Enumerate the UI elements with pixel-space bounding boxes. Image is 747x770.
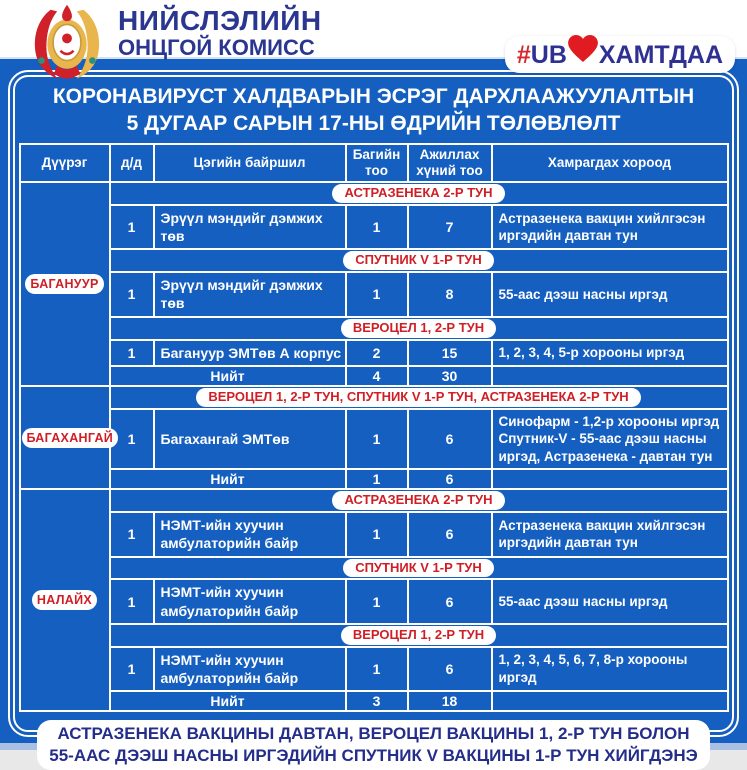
district-badge: НАЛАЙХ xyxy=(32,590,97,610)
vaccine-label: ВЕРОЦЕЛ 1, 2-Р ТУН xyxy=(341,319,496,338)
location-cell: НЭМТ-ийн хуучин амбулаторийн байр xyxy=(154,579,346,623)
district-cell xyxy=(20,386,114,490)
location-cell: Багануур ЭМТөв А корпус xyxy=(154,340,346,366)
total-label: Нийт xyxy=(110,366,346,386)
total-label: Нийт xyxy=(110,691,346,711)
staff-cell: 15 xyxy=(408,340,492,366)
district-cell xyxy=(20,489,110,711)
table-row xyxy=(20,340,728,366)
district-badge: БАГАХАНГАЙ xyxy=(22,428,119,448)
col-header-number: д/д xyxy=(110,144,154,182)
page-title-line2: 5 ДУГААР САРЫН 17-НЫ ӨДРИЙН ТӨЛӨВЛӨЛТ xyxy=(126,111,621,135)
empty-cell xyxy=(492,691,728,711)
main-panel xyxy=(8,70,739,766)
hashtag-suffix: ХАМТДАА xyxy=(598,41,723,69)
staff-cell: 7 xyxy=(408,205,492,249)
page-title xyxy=(29,84,717,138)
staff-cell: 6 xyxy=(408,579,492,623)
row-number: 1 xyxy=(110,340,154,366)
vaccine-label: АСТРАЗЕНЕКА 2-Р ТУН xyxy=(332,491,504,510)
col-header-teams: Багийн тоо xyxy=(346,144,408,182)
vaccine-header-cell xyxy=(110,386,728,409)
col-header-location: Цэгийн байршил xyxy=(154,144,346,182)
district-badge: БАГАНУУР xyxy=(25,274,103,294)
staff-cell: 6 xyxy=(408,512,492,556)
col-header-staff: Ажиллах хүний тоо xyxy=(408,144,492,182)
total-label: Нийт xyxy=(110,469,346,489)
total-teams: 3 xyxy=(346,691,408,711)
footer-note-line1: АСТРАЗЕНЕКА ВАКЦИНЫ ДАВТАН, ВЕРОЦЕЛ ВАКЦИНЫ 1, 2-Р ТУН БОЛОН xyxy=(57,724,690,744)
city-emblem-logo xyxy=(26,3,108,87)
vaccine-header-row xyxy=(20,182,728,205)
total-staff: 6 xyxy=(408,469,492,489)
total-row xyxy=(20,469,728,489)
vaccine-label: СПУТНИК V 1-Р ТУН xyxy=(343,559,494,578)
table-row xyxy=(20,512,728,556)
table-row xyxy=(20,647,728,691)
hashtag-badge xyxy=(505,36,735,73)
row-number: 1 xyxy=(110,272,154,316)
vaccination-schedule-table xyxy=(19,143,729,712)
staff-cell: 8 xyxy=(408,272,492,316)
table-header-row xyxy=(20,144,728,182)
khoroos-cell: 1, 2, 3, 4, 5-р хорооны иргэд xyxy=(492,340,728,366)
row-number: 1 xyxy=(110,409,154,470)
location-cell: НЭМТ-ийн хуучин амбулаторийн байр xyxy=(154,647,346,691)
staff-cell: 6 xyxy=(408,647,492,691)
total-staff: 30 xyxy=(408,366,492,386)
row-number: 1 xyxy=(110,647,154,691)
vaccine-header-cell xyxy=(110,249,728,272)
vaccine-label: ВЕРОЦЕЛ 1, 2-Р ТУН xyxy=(341,626,496,645)
hashtag-hash: # xyxy=(516,41,531,69)
footer-note xyxy=(37,720,709,770)
table-row xyxy=(20,272,728,316)
teams-cell: 1 xyxy=(346,409,408,470)
vaccine-header-cell xyxy=(110,557,728,580)
vaccine-header-cell xyxy=(110,489,728,512)
khoroos-cell: 55-аас дээш насны иргэд xyxy=(492,579,728,623)
table-row xyxy=(20,579,728,623)
row-number: 1 xyxy=(110,579,154,623)
footer-note-line2: 55-ААС ДЭЭШ НАСНЫ ИРГЭДИЙН СПУТНИК V ВАКЦИНЫ 1-Р ТУН ХИЙГДЭНЭ xyxy=(49,746,698,766)
staff-cell: 6 xyxy=(408,409,492,470)
total-row xyxy=(20,691,728,711)
total-staff: 18 xyxy=(408,691,492,711)
vaccine-header-cell xyxy=(110,182,728,205)
vaccine-header-row xyxy=(20,557,728,580)
khoroos-cell: Астразенека вакцин хийлгэсэн иргэдийн давтан тун xyxy=(492,512,728,556)
total-teams: 4 xyxy=(346,366,408,386)
vaccine-header-cell xyxy=(110,317,728,340)
table-row xyxy=(20,205,728,249)
vaccine-label: СПУТНИК V 1-Р ТУН xyxy=(343,251,494,270)
vaccine-header-row xyxy=(20,249,728,272)
location-cell: Эрүүл мэндийг дэмжих төв xyxy=(154,205,346,249)
total-row xyxy=(20,366,728,386)
location-cell: НЭМТ-ийн хуучин амбулаторийн байр xyxy=(154,512,346,556)
khoroos-cell: 55-аас дээш насны иргэд xyxy=(492,272,728,316)
page-title-line1: КОРОНАВИРУСТ ХАЛДВАРЫН ЭСРЭГ ДАРХЛААЖУУЛАЛТЫН xyxy=(52,85,695,108)
empty-cell xyxy=(492,469,728,489)
teams-cell: 1 xyxy=(346,205,408,249)
vaccine-label: АСТРАЗЕНЕКА 2-Р ТУН xyxy=(332,184,504,203)
org-name-line2: ОНЦГОЙ КОМИСС xyxy=(118,35,315,61)
organization-name xyxy=(118,6,322,61)
teams-cell: 2 xyxy=(346,340,408,366)
vaccine-header-cell xyxy=(110,624,728,647)
khoroos-cell: 1, 2, 3, 4, 5, 6, 7, 8-р хорооны иргэд xyxy=(492,647,728,691)
teams-cell: 1 xyxy=(346,272,408,316)
org-name-line1: НИЙСЛЭЛИЙН xyxy=(118,5,322,36)
heart-icon xyxy=(568,35,598,67)
col-header-district: Дүүрэг xyxy=(20,144,110,182)
row-number: 1 xyxy=(110,512,154,556)
vaccine-header-row xyxy=(20,489,728,512)
vaccine-header-row xyxy=(20,386,728,409)
col-header-khoroos: Хамрагдах хороод xyxy=(492,144,728,182)
hashtag-ub: UB xyxy=(530,41,567,69)
vaccine-header-row xyxy=(20,317,728,340)
total-teams: 1 xyxy=(346,469,408,489)
main-panel-inner xyxy=(13,75,734,766)
table-row xyxy=(20,409,728,470)
teams-cell: 1 xyxy=(346,647,408,691)
teams-cell: 1 xyxy=(346,512,408,556)
khoroos-cell: Синофарм - 1,2-р хорооны иргэд Спутник-V - 55-аас дээш насны иргэд, Астразенека - давтан тун xyxy=(492,409,728,470)
vaccine-label: ВЕРОЦЕЛ 1, 2-Р ТУН, СПУТНИК V 1-Р ТУН, АСТРАЗЕНЕКА 2-Р ТУН xyxy=(196,388,640,407)
location-cell: Багахангай ЭМТөв xyxy=(154,409,346,470)
district-cell xyxy=(20,182,110,386)
empty-cell xyxy=(492,366,728,386)
vaccine-header-row xyxy=(20,624,728,647)
location-cell: Эрүүл мэндийг дэмжих төв xyxy=(154,272,346,316)
teams-cell: 1 xyxy=(346,579,408,623)
khoroos-cell: Астразенека вакцин хийлгэсэн иргэдийн давтан тун xyxy=(492,205,728,249)
row-number: 1 xyxy=(110,205,154,249)
